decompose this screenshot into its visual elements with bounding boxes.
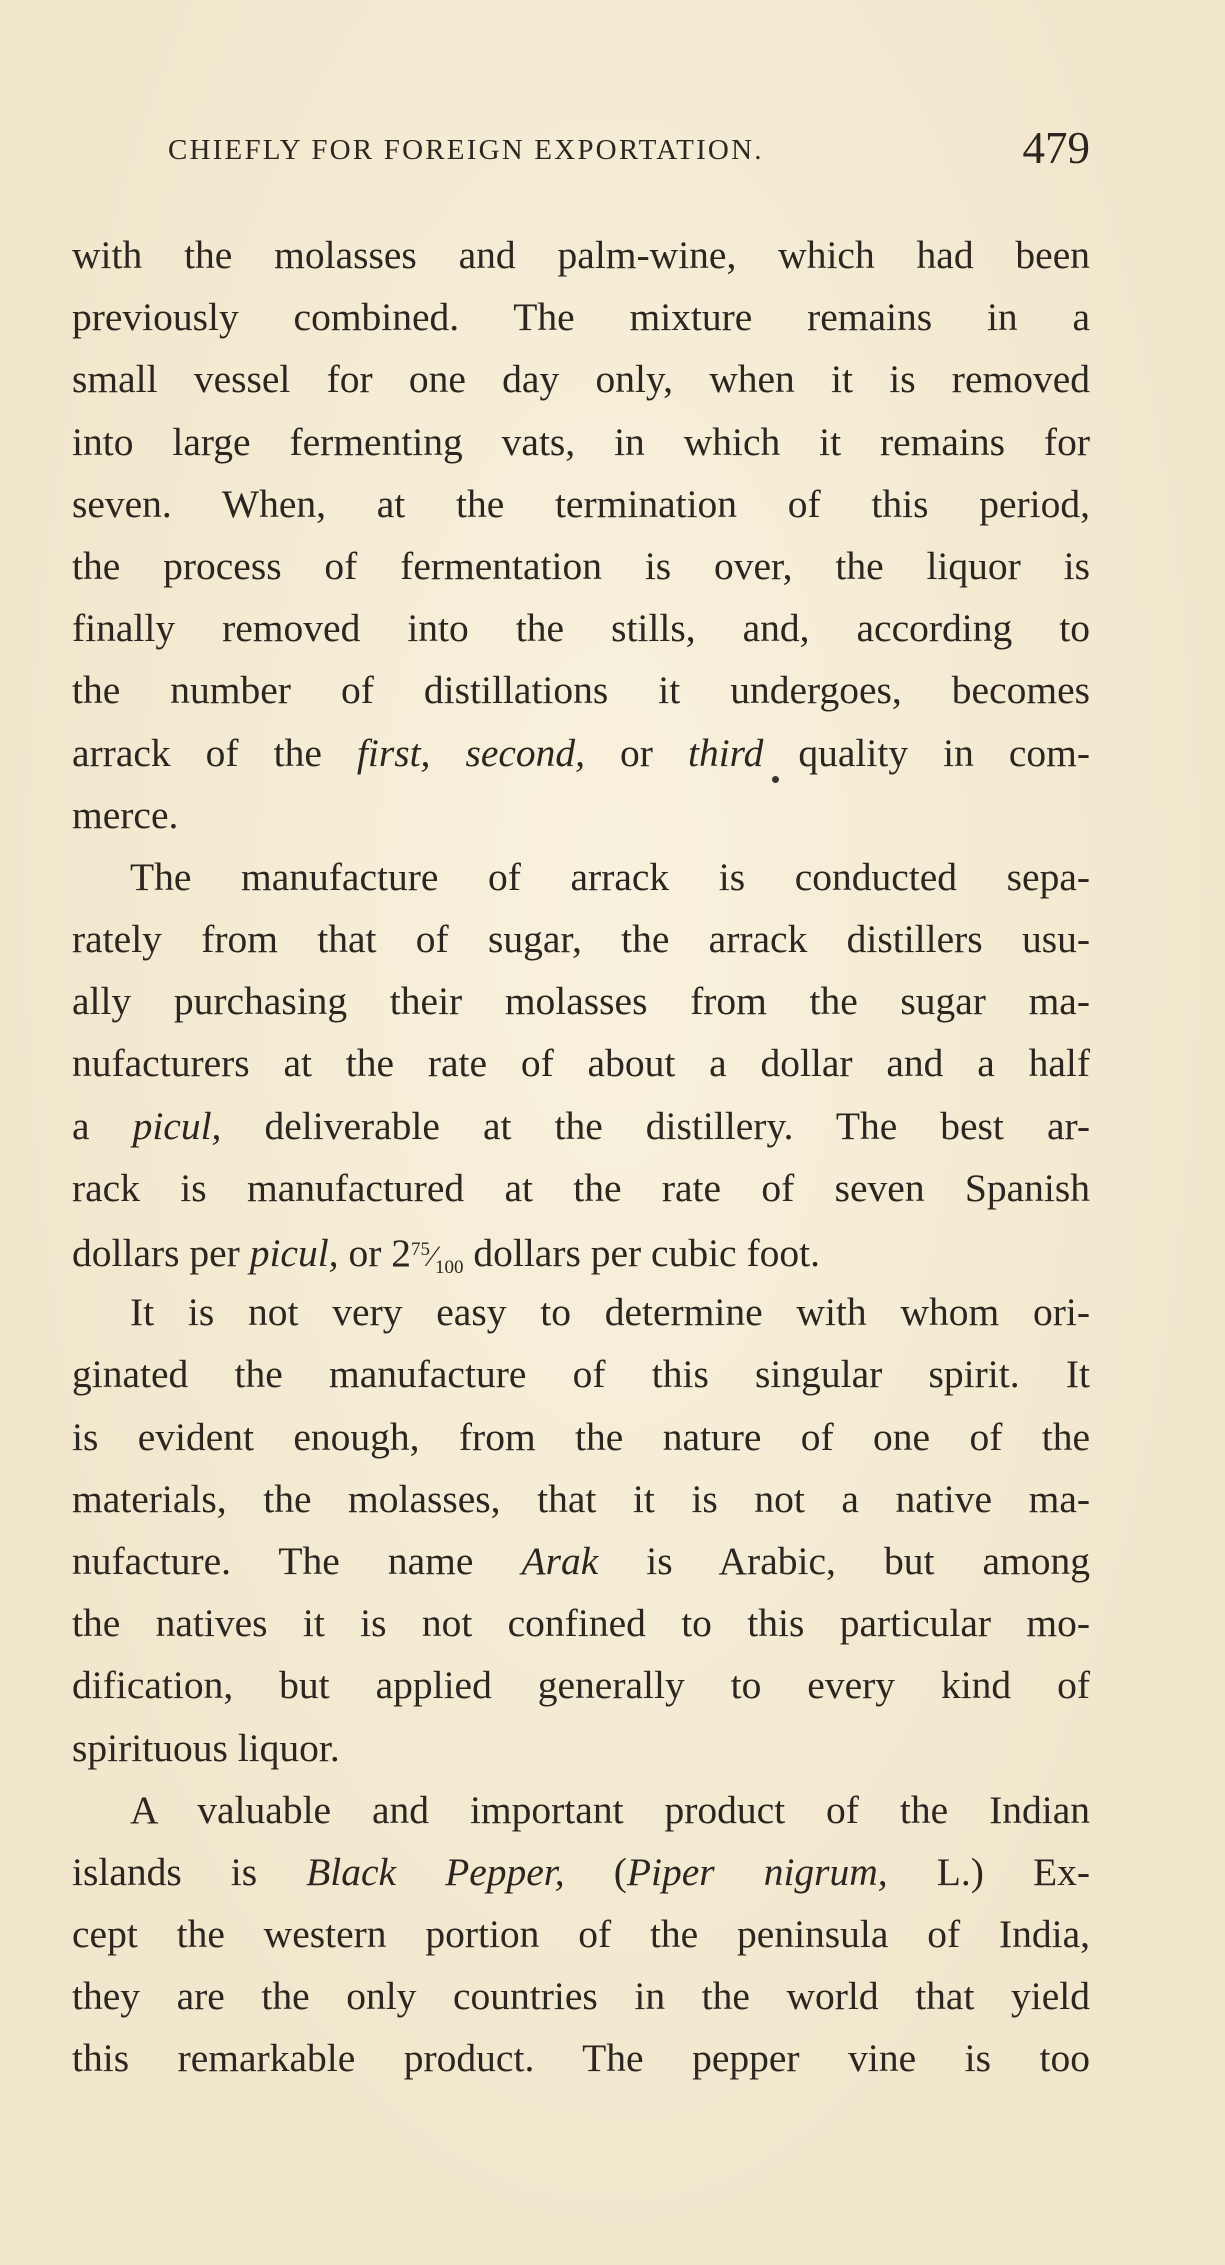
text-run: ( — [564, 1849, 627, 1894]
text-line — [72, 1841, 1090, 1903]
text-line: the process of fermentation is over, the liquor is — [72, 543, 1090, 588]
ink-speck — [772, 776, 779, 783]
text-line: ally purchasing their molasses from the sugar ma- — [72, 979, 1090, 1024]
text-line — [72, 1095, 1090, 1157]
text-line: previously combined. The mixture remains in a — [72, 295, 1090, 340]
text-run: quality in com- — [763, 730, 1091, 775]
text-line: materials, the molasses, that it is not a native ma- — [72, 1476, 1090, 1521]
text-line: dification, but applied generally to every kind of — [72, 1663, 1090, 1708]
fraction: $^{75}⁄_{100}$ — [410, 1239, 464, 1278]
italic-word: first, — [356, 730, 431, 775]
text-run: Ex- — [1032, 1849, 1090, 1894]
text-line — [72, 1530, 1090, 1592]
text-run: L.) — [887, 1849, 1033, 1894]
italic-word: Arak — [521, 1538, 599, 1583]
paragraph-first-line: A valuable and important product of the Indian — [130, 1787, 1090, 1832]
text-line: nufacturers at the rate of about a dollar and a half — [72, 1041, 1090, 1086]
italic-word: third — [687, 730, 764, 775]
fraction-numerator: 75 — [410, 1239, 430, 1260]
italic-word: Black Pepper, — [306, 1849, 565, 1894]
page-number: 479 — [1022, 123, 1090, 173]
italic-word: picul, — [249, 1231, 339, 1275]
text-line: they are the only countries in the world that yield — [72, 1974, 1090, 2019]
italic-word: second, — [465, 730, 586, 775]
running-head — [168, 123, 1090, 176]
text-line: with the molasses and palm-wine, which had been — [72, 233, 1090, 277]
text-run: or 2 — [338, 1231, 411, 1275]
text-run — [430, 731, 465, 775]
paragraph-first-line: It is not very easy to determine with whom ori- — [130, 1290, 1090, 1335]
text-line: cept the western portion of the peninsula of India, — [72, 1912, 1090, 1957]
italic-word: Piper nigrum, — [626, 1849, 888, 1894]
text-line: spirituous liquor. — [72, 1725, 340, 1770]
text-run: arrack of the — [72, 730, 357, 775]
text-line: merce. — [72, 792, 179, 837]
text-line — [72, 722, 1090, 784]
fraction-denominator: 100 — [434, 1257, 464, 1278]
text-line — [72, 1219, 1090, 1281]
text-run: is Arabic, but among — [598, 1538, 1090, 1583]
text-run: dollars per cubic foot. — [463, 1231, 820, 1275]
text-line: rately from that of sugar, the arrack distillers usu- — [72, 917, 1090, 962]
text-line: this remarkable product. The pepper vine is too — [72, 2036, 1090, 2081]
body-text — [72, 224, 1090, 2090]
text-line: into large fermenting vats, in which it remains for — [72, 419, 1090, 464]
text-run: deliverable at the distillery. The best ar- — [221, 1103, 1090, 1148]
text-line: rack is manufactured at the rate of seven Spanish — [72, 1165, 1090, 1210]
running-title: CHIEFLY FOR FOREIGN EXPORTATION. — [168, 134, 764, 166]
text-run: or — [585, 730, 688, 775]
paragraph-first-line: The manufacture of arrack is conducted sepa- — [130, 854, 1090, 899]
text-line: small vessel for one day only, when it is removed — [72, 357, 1090, 402]
text-line: is evident enough, from the nature of one of the — [72, 1414, 1090, 1459]
text-line: the number of distillations it undergoes, becomes — [72, 668, 1090, 713]
italic-word: picul, — [132, 1103, 222, 1148]
text-run: islands is — [72, 1849, 307, 1894]
text-line: finally removed into the stills, and, according to — [72, 606, 1090, 651]
text-run: a — [72, 1103, 133, 1148]
text-run: nufacture. The name — [72, 1538, 522, 1583]
text-line: the natives it is not confined to this particular mo- — [72, 1601, 1090, 1646]
text-line: seven. When, at the termination of this period, — [72, 481, 1090, 526]
text-run: dollars per — [72, 1231, 250, 1275]
text-line: ginated the manufacture of this singular spirit. It — [72, 1352, 1090, 1397]
